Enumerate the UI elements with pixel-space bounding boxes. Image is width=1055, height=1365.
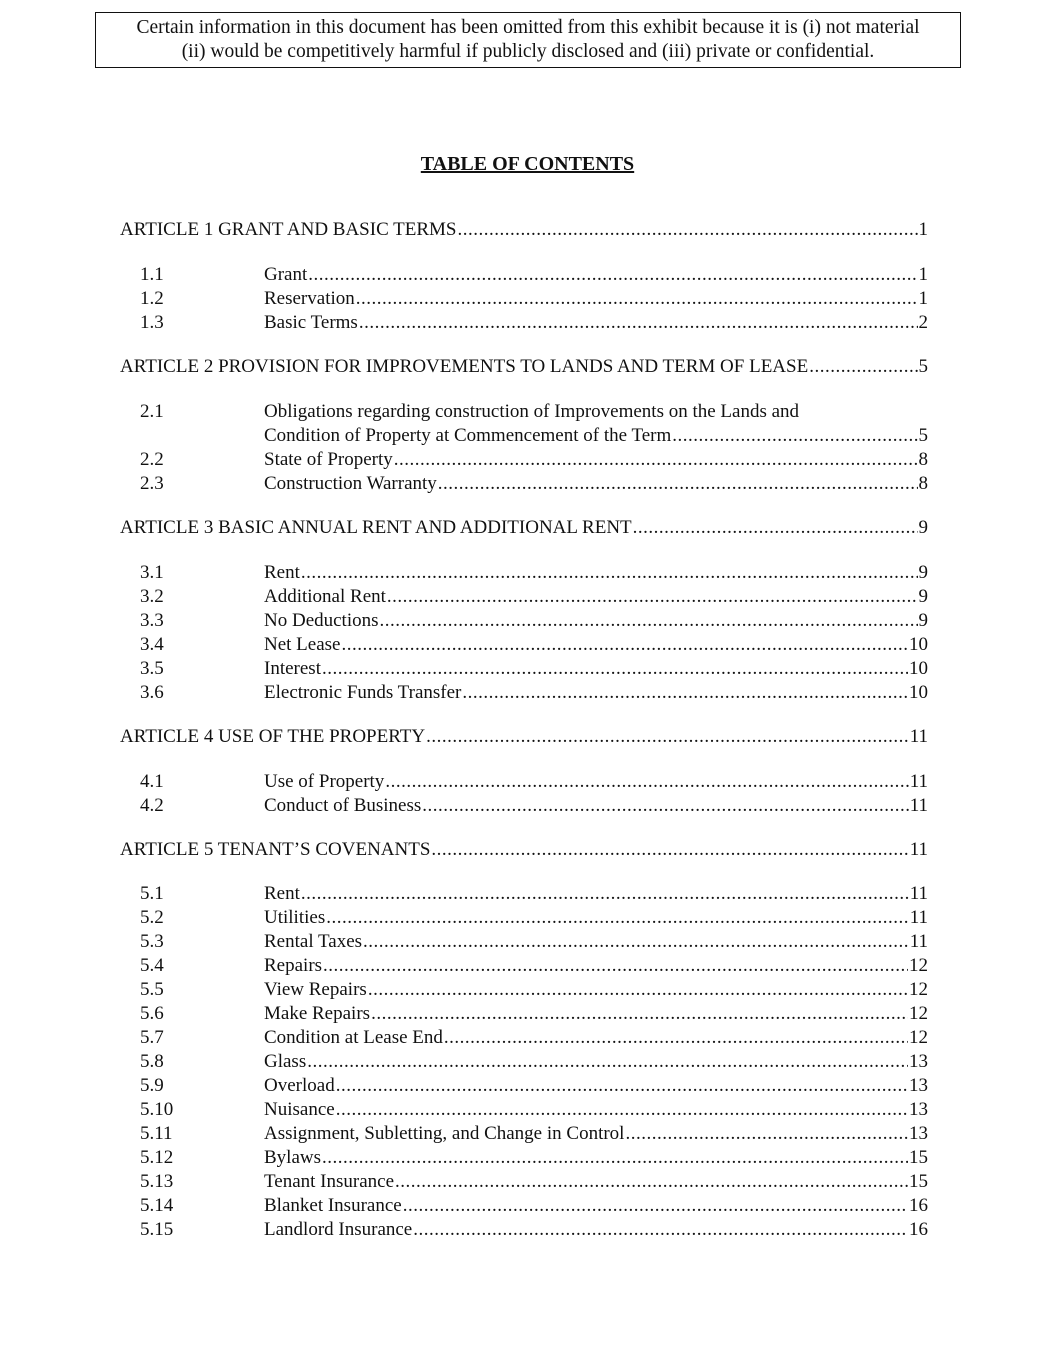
toc-section-5-5[interactable] [120, 978, 928, 1002]
section-number: 3.2 [140, 586, 164, 607]
page-number: 11 [909, 726, 928, 747]
section-title: Condition at Lease End [264, 1027, 443, 1048]
article-label: ARTICLE 1 GRANT AND BASIC TERMS [120, 219, 457, 240]
toc-section-5-9[interactable] [120, 1074, 928, 1098]
section-title: Repairs [264, 955, 323, 976]
section-title: Rental Taxes [264, 931, 363, 952]
section-number: 3.5 [140, 658, 164, 679]
page-number: 11 [909, 907, 928, 928]
dot-leader [403, 1194, 908, 1218]
toc-article-4[interactable] [120, 725, 928, 749]
section-number: 3.3 [140, 610, 164, 631]
page-number: 1 [918, 264, 928, 285]
page-number: 9 [918, 562, 928, 583]
dot-leader [322, 1146, 908, 1170]
page-number: 13 [909, 1123, 928, 1144]
dot-leader [387, 585, 918, 609]
toc-section-5-6[interactable] [120, 1002, 928, 1026]
page-number: 16 [909, 1219, 928, 1240]
section-title: Additional Rent [264, 586, 386, 607]
toc-section-1-2[interactable] [120, 287, 928, 311]
section-title-line-1: Obligations regarding construction of Improvements on the Lands and [264, 401, 800, 422]
article-label: ARTICLE 2 PROVISION FOR IMPROVEMENTS TO LANDS AND TERM OF LEASE [120, 356, 809, 377]
section-title: Blanket Insurance [264, 1195, 402, 1216]
section-number: 5.6 [140, 1003, 164, 1024]
section-number: 2.1 [140, 401, 164, 422]
article-label: ARTICLE 5 TENANT’S COVENANTS [120, 839, 431, 860]
section-number: 5.2 [140, 907, 164, 928]
page-number: 11 [909, 795, 928, 816]
section-number: 5.4 [140, 955, 164, 976]
notice-line-2: (ii) would be competitively harmful if publicly disclosed and (iii) private or confidential. [181, 41, 875, 62]
page-number: 9 [918, 586, 928, 607]
section-title: Use of Property [264, 771, 385, 792]
page-number: 13 [909, 1099, 928, 1120]
dot-leader [438, 472, 918, 496]
section-number: 5.8 [140, 1051, 164, 1072]
page-number: 12 [909, 1003, 928, 1024]
dot-leader [395, 1170, 908, 1194]
dot-leader [385, 770, 908, 794]
section-number: 5.14 [140, 1195, 174, 1216]
dot-leader [672, 424, 917, 448]
section-number: 2.2 [140, 449, 164, 470]
section-number: 5.11 [140, 1123, 173, 1144]
dot-leader [356, 287, 918, 311]
toc-section-3-5[interactable] [120, 657, 928, 681]
page-number: 15 [909, 1171, 928, 1192]
section-number: 3.1 [140, 562, 164, 583]
toc-section-5-13[interactable] [120, 1170, 928, 1194]
page-number: 11 [909, 771, 928, 792]
section-number: 5.1 [140, 883, 164, 904]
dot-leader [307, 1050, 908, 1074]
toc-section-5-7[interactable] [120, 1026, 928, 1050]
toc-section-5-3[interactable] [120, 930, 928, 954]
toc-article-1[interactable] [120, 218, 928, 242]
page-number: 12 [909, 1027, 928, 1048]
page-number: 13 [909, 1075, 928, 1096]
toc-section-3-2[interactable] [120, 585, 928, 609]
page-number: 5 [918, 356, 928, 377]
section-number: 3.6 [140, 682, 164, 703]
section-number: 4.1 [140, 771, 164, 792]
notice-line-1: Certain information in this document has been omitted from this exhibit because it is (i) not material [136, 17, 920, 38]
page-number: 8 [918, 449, 928, 470]
page-number: 11 [909, 839, 928, 860]
toc-section-5-11[interactable] [120, 1122, 928, 1146]
article-label: ARTICLE 4 USE OF THE PROPERTY [120, 726, 426, 747]
page-number: 13 [909, 1051, 928, 1072]
dot-leader [301, 561, 918, 585]
toc-section-3-1[interactable] [120, 561, 928, 585]
section-title: Overload [264, 1075, 335, 1096]
dot-leader [371, 1002, 908, 1026]
toc-section-2-1[interactable] [120, 400, 928, 448]
dot-leader [363, 930, 909, 954]
page-number: 12 [909, 979, 928, 1000]
toc-title: TABLE OF CONTENTS [420, 153, 635, 175]
section-title: Rent [264, 562, 300, 583]
section-number: 2.3 [140, 473, 164, 494]
dot-leader [394, 448, 918, 472]
section-title: State of Property [264, 449, 393, 470]
section-number: 3.4 [140, 634, 164, 655]
toc-section-5-4[interactable] [120, 954, 928, 978]
toc-article-5[interactable] [120, 838, 928, 862]
dot-leader [322, 657, 908, 681]
page-number: 1 [918, 288, 928, 309]
section-number: 5.5 [140, 979, 164, 1000]
toc-section-5-14[interactable] [120, 1194, 928, 1218]
page-number: 5 [918, 425, 928, 446]
page-number: 10 [909, 658, 928, 679]
page-number: 15 [909, 1147, 928, 1168]
toc-article-2[interactable] [120, 355, 928, 379]
dot-leader [426, 725, 909, 749]
section-title: Make Repairs [264, 1003, 371, 1024]
page-number: 11 [909, 883, 928, 904]
section-title: Tenant Insurance [264, 1171, 395, 1192]
section-number: 5.3 [140, 931, 164, 952]
dot-leader [326, 906, 908, 930]
toc-section-5-10[interactable] [120, 1098, 928, 1122]
section-title: Interest [264, 658, 321, 679]
toc-section-5-12[interactable] [120, 1146, 928, 1170]
dot-leader [462, 681, 908, 705]
page-number: 9 [918, 517, 928, 538]
section-number: 5.13 [140, 1171, 174, 1192]
dot-leader [422, 794, 908, 818]
section-title: Construction Warranty [264, 473, 437, 494]
toc-section-1-1[interactable] [120, 263, 928, 287]
dot-leader [323, 954, 908, 978]
article-label: ARTICLE 3 BASIC ANNUAL RENT AND ADDITIONAL RENT [120, 517, 632, 538]
section-number: 5.7 [140, 1027, 164, 1048]
section-title: Condition of Property at Commencement of the Term [264, 425, 672, 446]
section-number: 5.10 [140, 1099, 174, 1120]
dot-leader [413, 1218, 908, 1242]
section-number: 1.1 [140, 264, 164, 285]
toc-section-3-3[interactable] [120, 609, 928, 633]
page-number: 11 [909, 931, 928, 952]
dot-leader [359, 311, 918, 335]
toc-section-4-2[interactable] [120, 794, 928, 818]
section-title: Bylaws [264, 1147, 321, 1168]
toc-section-3-4[interactable] [120, 633, 928, 657]
confidentiality-notice [95, 12, 961, 68]
page-number: 9 [918, 610, 928, 631]
page-number: 12 [909, 955, 928, 976]
dot-leader [308, 263, 917, 287]
dot-leader [625, 1122, 908, 1146]
dot-leader [380, 609, 918, 633]
dot-leader [336, 1074, 908, 1098]
section-number: 5.15 [140, 1219, 174, 1240]
section-title: Utilities [264, 907, 326, 928]
dot-leader [633, 516, 918, 540]
dot-leader [368, 978, 908, 1002]
section-number: 5.12 [140, 1147, 174, 1168]
section-title: View Repairs [264, 979, 367, 1000]
page-number: 16 [909, 1195, 928, 1216]
section-title: Electronic Funds Transfer [264, 682, 462, 703]
section-title: Reservation [264, 288, 355, 309]
section-title: Assignment, Subletting, and Change in Control [264, 1123, 625, 1144]
toc-section-5-15[interactable] [120, 1218, 928, 1242]
section-number: 1.3 [140, 312, 164, 333]
section-title: Rent [264, 883, 300, 904]
section-title: Basic Terms [264, 312, 358, 333]
section-number: 5.9 [140, 1075, 164, 1096]
section-title: Glass [264, 1051, 307, 1072]
section-number: 4.2 [140, 795, 164, 816]
section-title: Net Lease [264, 634, 341, 655]
section-number: 1.2 [140, 288, 164, 309]
toc-section-5-8[interactable] [120, 1050, 928, 1074]
toc-section-3-6[interactable] [120, 681, 928, 705]
dot-leader [336, 1098, 908, 1122]
section-title: Grant [264, 264, 308, 285]
section-title: Conduct of Business [264, 795, 422, 816]
page-number: 10 [909, 634, 928, 655]
dot-leader [431, 838, 908, 862]
section-title: Landlord Insurance [264, 1219, 413, 1240]
page-number: 8 [918, 473, 928, 494]
toc-section-4-1[interactable] [120, 770, 928, 794]
toc-section-5-1[interactable] [120, 882, 928, 906]
page-number: 2 [918, 312, 928, 333]
dot-leader [444, 1026, 908, 1050]
toc-section-1-3[interactable] [120, 311, 928, 335]
section-title: No Deductions [264, 610, 379, 631]
toc-section-2-2[interactable] [120, 448, 928, 472]
page-number: 1 [918, 219, 928, 240]
dot-leader [809, 355, 917, 379]
dot-leader [341, 633, 908, 657]
dot-leader [301, 882, 909, 906]
section-title: Nuisance [264, 1099, 335, 1120]
dot-leader [458, 218, 918, 242]
page-number: 10 [909, 682, 928, 703]
toc-article-3[interactable] [120, 516, 928, 540]
toc-section-2-3[interactable] [120, 472, 928, 496]
toc-section-5-2[interactable] [120, 906, 928, 930]
